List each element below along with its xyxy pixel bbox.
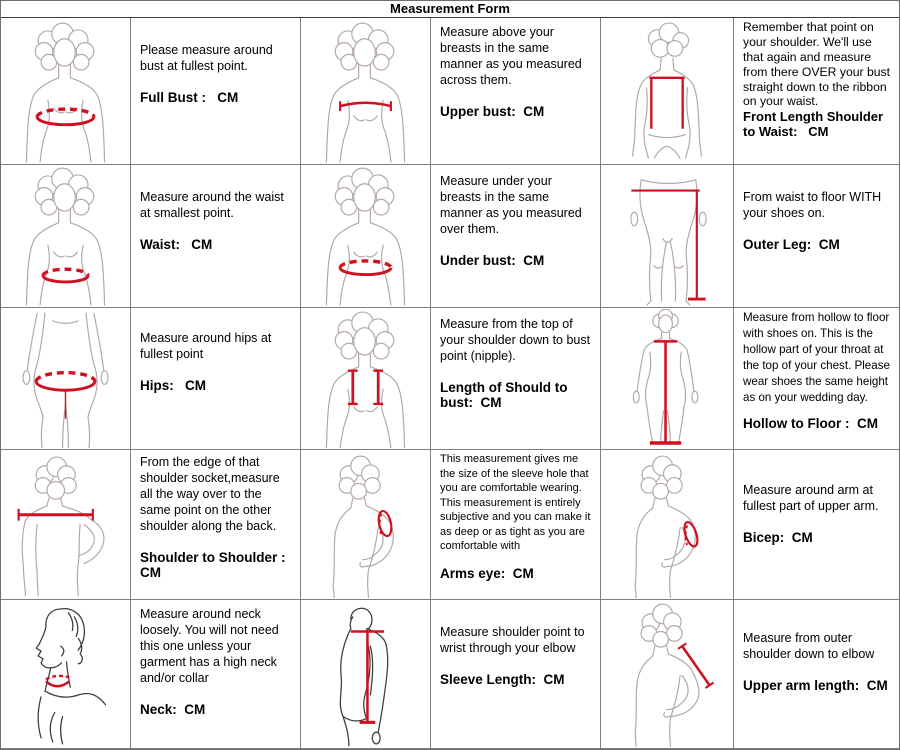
cell-waist-text [131,165,301,308]
measure-label: Full Bust : CM [140,90,239,105]
cell-full-bust-figure [1,18,131,165]
measure-description: Measure above your breasts in the same manner as you measured across them. [440,25,582,87]
front-length-figure-icon [602,19,732,163]
full-bust-figure-icon [2,19,129,163]
sleeve-length-figure-icon [302,601,429,747]
cell-sleeve-length-figure [301,600,431,749]
cell-waist-figure [1,165,131,308]
cell-hips-figure [1,308,131,450]
measure-label: Length of Should to bust: CM [440,380,572,410]
cell-full-bust-text [131,18,301,165]
cell-sleeve-length-text [431,600,601,749]
measure-description: Measure from outer shoulder down to elbow [743,631,875,661]
measure-description: This measurement gives me the size of the sleeve hole that you are comfortable wearing. This measurement is entirely subjective and you can make it as deep or as tight as you are comfortable with [440,453,591,553]
neck-figure-icon [2,601,129,747]
upper-bust-figure-icon [302,19,429,163]
outer-leg-figure-icon [602,166,732,306]
measure-description: Measure under your breasts in the same manner as you measured over them. [440,174,582,236]
measure-label: Hips: CM [140,378,206,393]
cell-shoulder-to-shoulder-figure [1,450,131,600]
cell-neck-text [131,600,301,749]
hollow-to-floor-figure-icon [602,309,732,448]
bicep-figure-icon [602,451,732,598]
measure-description: Measure from hollow to floor with shoes on. This is the hollow part of your throat at the top of your chest. Please wear shoes the same height as on your wedding day. [743,311,890,404]
cell-hollow-to-floor-figure [601,308,734,450]
cell-upper-bust-figure [301,18,431,165]
measure-label: Waist: CM [140,237,213,252]
cell-bicep-figure [601,450,734,600]
upper-arm-length-figure-icon [602,601,732,747]
cell-upper-bust-text [431,18,601,165]
cell-neck-figure [1,600,131,749]
shoulder-to-bust-figure-icon [302,309,429,448]
cell-bicep-text [734,450,899,600]
cell-under-bust-figure [301,165,431,308]
cell-upper-arm-length-figure [601,600,734,749]
arms-eye-figure-icon [302,451,429,598]
cell-under-bust-text [431,165,601,308]
measure-description: Measure from the top of your shoulder down to bust point (nipple). [440,317,591,363]
measure-label: Bicep: CM [743,530,813,545]
measurement-table [1,18,899,749]
cell-hollow-to-floor-text [734,308,899,450]
measure-description: Measure shoulder point to wrist through your elbow [440,625,585,655]
cell-shoulder-to-bust-figure [301,308,431,450]
measure-description: From the edge of that shoulder socket,measure all the way over to the same point on the other shoulder along the back. [140,455,280,533]
measure-description: Remember that point on your shoulder. We'll use that again and measure from there OVER your bust straight down to the ribbon on your waist. [743,20,890,109]
shoulder-to-shoulder-figure-icon [2,451,129,598]
measure-description: Measure around neck loosely. You will not need this one unless your garment has a high neck and/or collar [140,607,279,685]
measure-label: Arms eye: CM [440,565,534,581]
cell-front-length-figure [601,18,734,165]
cell-shoulder-to-bust-text [431,308,601,450]
waist-figure-icon [2,166,129,306]
measure-label: Shoulder to Shoulder : CM [140,550,290,580]
measure-label: Upper arm length: CM [743,678,888,693]
measure-label: Sleeve Length: CM [440,672,565,687]
measure-label: Outer Leg: CM [743,237,840,252]
measure-label: Hollow to Floor : CM [743,415,878,431]
measure-label: Under bust: CM [440,253,545,268]
under-bust-figure-icon [302,166,429,306]
cell-arms-eye-figure [301,450,431,600]
hips-figure-icon [2,309,129,448]
cell-outer-leg-text [734,165,899,308]
cell-front-length-text [734,18,899,165]
measure-description: Measure around arm at fullest part of upper arm. [743,483,879,513]
measure-description: Measure around the waist at smallest point. [140,190,284,220]
measure-description: Measure around hips at fullest point [140,331,272,361]
measure-description: Please measure around bust at fullest point. [140,43,273,73]
cell-outer-leg-figure [601,165,734,308]
measure-label: Neck: CM [140,702,206,717]
measure-label: Upper bust: CM [440,104,545,119]
measure-label: Front Length Shoulder to Waist: CM [743,109,887,140]
cell-hips-text [131,308,301,450]
cell-shoulder-to-shoulder-text [131,450,301,600]
cell-arms-eye-text [431,450,601,600]
cell-upper-arm-length-text [734,600,899,749]
page-title: Measurement Form [1,1,899,18]
measure-description: From waist to floor WITH your shoes on. [743,190,882,220]
